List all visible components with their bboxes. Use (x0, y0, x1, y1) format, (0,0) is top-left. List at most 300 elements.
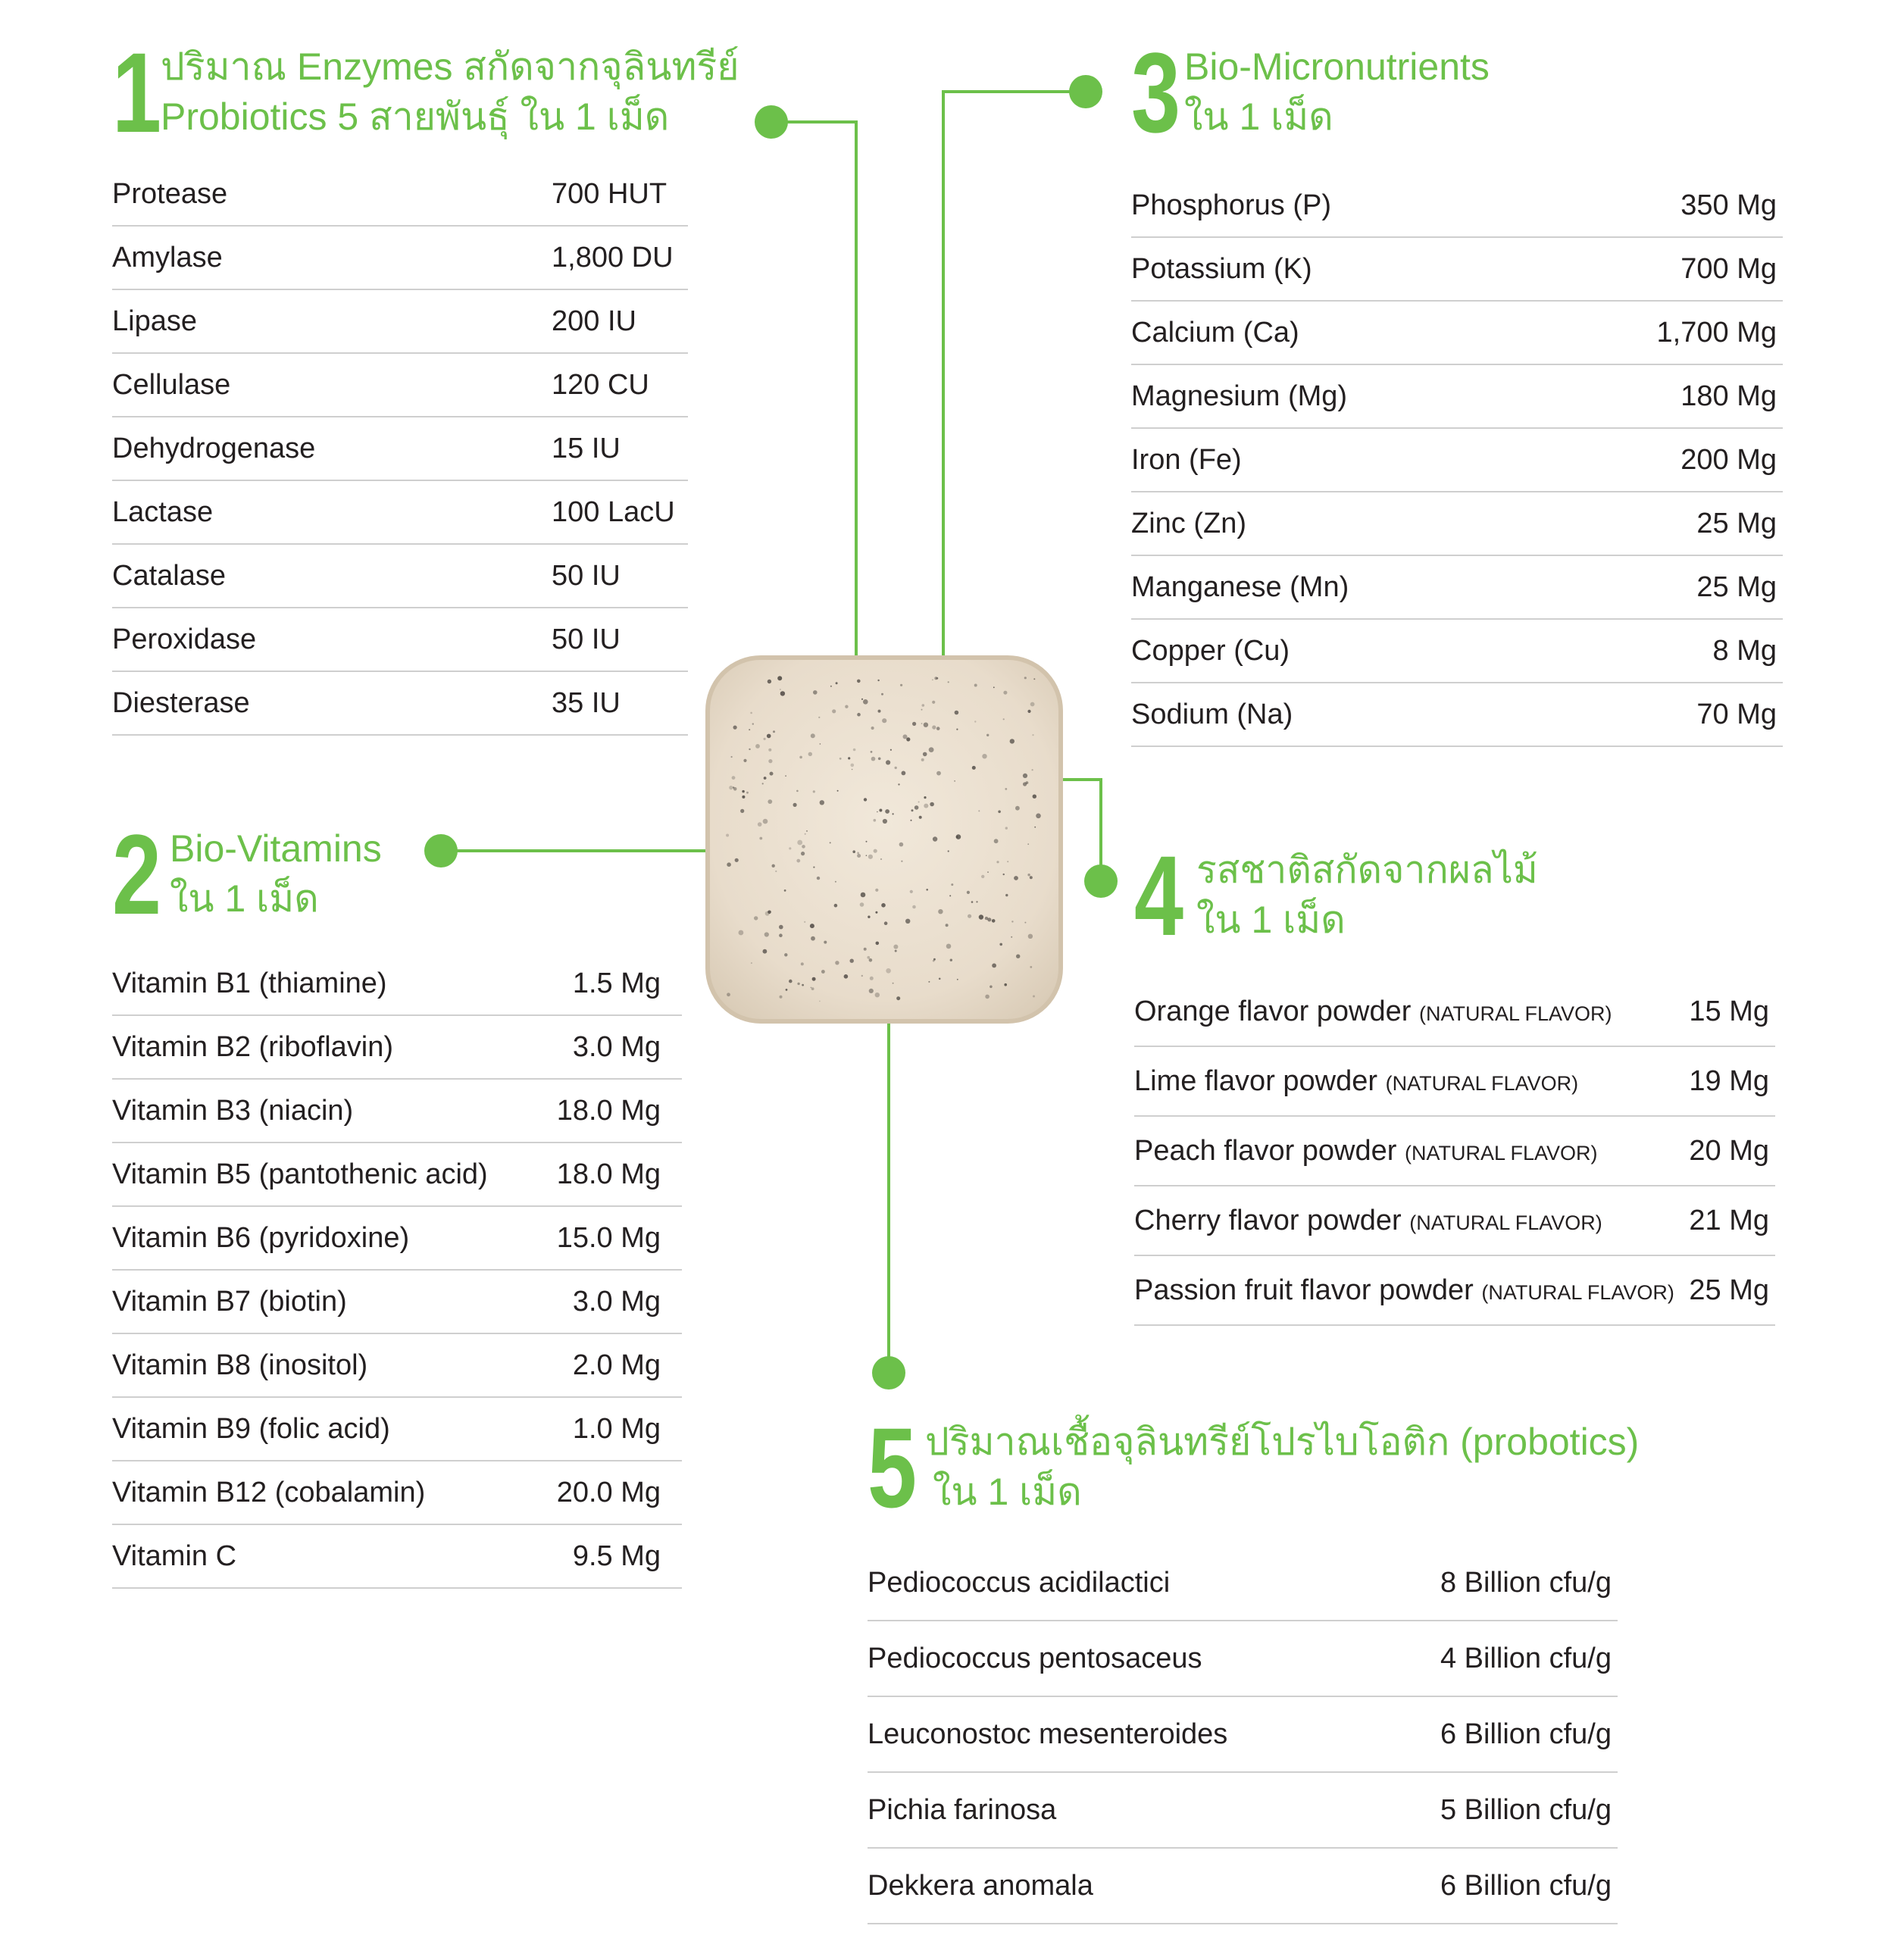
connector-3-line (943, 92, 1086, 691)
row-label-text: Vitamin B12 (cobalamin) (112, 1477, 426, 1508)
tablet-speckle (727, 862, 731, 867)
tablet-speckle (1007, 861, 1008, 862)
tablet-speckle (817, 877, 820, 880)
tablet-speckle (857, 680, 861, 683)
row-label-text: Calcium (Ca) (1131, 317, 1299, 349)
section-title (1196, 845, 1538, 945)
tablet-speckle (906, 737, 910, 741)
table-row (112, 1461, 682, 1525)
row-label-text: Diesterase (112, 687, 250, 719)
tablet-speckle (812, 977, 816, 981)
tablet-speckle (1032, 769, 1033, 771)
tablet-speckle (875, 993, 880, 997)
natural-flavor-note: (NATURAL FLAVOR) (1404, 1142, 1598, 1164)
row-label-text: Vitamin B9 (folic acid) (112, 1413, 390, 1445)
tablet-speckle (924, 804, 928, 808)
row-label-text: Cellulase (112, 369, 231, 401)
tablet-speckle (772, 864, 775, 867)
row-label (868, 1794, 1056, 1827)
tablet-speckle (864, 798, 867, 801)
table-row (1131, 174, 1783, 238)
tablet-speckle (784, 889, 786, 892)
tablet-speckle (739, 930, 744, 936)
tablet-speckle (789, 980, 793, 983)
natural-flavor-note: (NATURAL FLAVOR) (1481, 1281, 1674, 1304)
tablet-speckle (879, 809, 882, 812)
tablet-speckle (835, 961, 839, 964)
section-title-line2: ใน 1 เม็ด (1184, 95, 1333, 138)
tablet-speckle (869, 989, 874, 993)
tablet-speckle (763, 819, 768, 824)
row-value: 50 IU (552, 560, 621, 592)
tablet-speckle (780, 689, 781, 690)
tablet-speckle (985, 995, 990, 999)
tablet-speckle (902, 771, 906, 776)
tablet-speckle (896, 996, 900, 1000)
row-label-text: Pediococcus acidilactici (868, 1567, 1171, 1599)
row-value: 21 Mg (1689, 1205, 1769, 1236)
tablet-speckle (933, 836, 937, 841)
tablet-speckle (868, 916, 870, 918)
tablet-speckle (866, 855, 868, 856)
tablet-speckle (956, 834, 961, 839)
tablet-speckle (1010, 739, 1015, 743)
row-label (112, 1158, 488, 1191)
tablet-speckle (848, 757, 850, 759)
row-label (1131, 380, 1347, 413)
tablet-speckle (946, 944, 952, 949)
tablet-speckle (1003, 874, 1005, 875)
tablet-speckle (885, 809, 889, 814)
section-title-line1: Bio-Vitamins (170, 827, 382, 870)
tablet-speckle (777, 676, 782, 680)
row-value: 70 Mg (1696, 699, 1777, 730)
section-title-line1: ปริมาณเชื้อจุลินทรีย์โปรไบโอติก (probotics) (925, 1421, 1640, 1463)
tablet-speckle (857, 852, 859, 855)
row-label (112, 178, 227, 211)
row-label-text: Vitamin B8 (inositol) (112, 1349, 368, 1381)
tablet-speckle (768, 680, 771, 683)
natural-flavor-note: (NATURAL FLAVOR) (1409, 1211, 1602, 1234)
tablet-speckle (967, 891, 970, 894)
section-title-line1: รสชาติสกัดจากผลไม้ (1196, 849, 1538, 891)
connector-3-dot (1069, 75, 1102, 108)
row-label-text: Protease (112, 178, 228, 210)
table-row (868, 1697, 1618, 1773)
row-value: 35 IU (552, 687, 621, 719)
tablet-speckle (866, 841, 868, 842)
row-value: 120 CU (552, 369, 649, 401)
tablet-speckle (853, 749, 856, 752)
table-row (112, 1271, 682, 1334)
tablet-speckle (1027, 710, 1030, 713)
tablet-speckle (867, 956, 870, 959)
tablet-speckle (918, 802, 920, 803)
tablet-speckle (1023, 774, 1027, 778)
tablet-speckle (990, 986, 993, 989)
table-row (1131, 620, 1783, 683)
tablet-speckle (992, 919, 996, 923)
table-row (112, 1525, 682, 1589)
row-label (112, 1222, 409, 1255)
tablet-speckle (755, 744, 760, 749)
tablet-speckle (726, 834, 729, 837)
row-label (112, 624, 256, 656)
tablet-speckle (742, 796, 745, 799)
tablet-speckle (994, 839, 999, 843)
tablet-speckle (764, 738, 766, 740)
tablet-speckle (886, 968, 891, 974)
tablet-speckle (733, 726, 737, 730)
row-value: 180 Mg (1680, 380, 1777, 412)
tablet-speckle (735, 858, 739, 862)
tablet-speckle (926, 889, 928, 891)
tablet-speckle (749, 749, 750, 750)
row-value: 19 Mg (1689, 1065, 1769, 1097)
tablet-speckle (820, 800, 824, 805)
tablet-speckle (801, 852, 805, 855)
tablet-speckle (929, 747, 934, 752)
tablet-speckle (972, 766, 976, 770)
tablet-speckle (820, 743, 821, 745)
tablet-speckle (811, 936, 815, 941)
tablet-speckle (986, 734, 989, 736)
tablet-speckle (868, 855, 873, 859)
tablet-speckle (883, 819, 887, 824)
table-row (868, 1621, 1618, 1697)
tablet-speckle (912, 722, 916, 726)
tablet-speckle (956, 729, 958, 730)
tablet-speckle (1033, 678, 1035, 680)
row-label (1134, 1274, 1674, 1307)
tablet-speckle (884, 921, 888, 925)
tablet-speckle (819, 1001, 821, 1002)
row-label (868, 1643, 1202, 1675)
tablet-speckle (923, 752, 927, 757)
row-label-text: Cherry flavor powder (1134, 1205, 1402, 1236)
row-value: 50 IU (552, 624, 621, 655)
row-label (112, 1349, 367, 1382)
row-label (1131, 699, 1293, 731)
tablet-speckle (793, 803, 797, 807)
tablet-speckle (860, 902, 864, 907)
section-vitamins (112, 811, 682, 1572)
section-enzymes (112, 29, 739, 719)
row-value: 8 Mg (1712, 635, 1777, 667)
tablet-speckle (992, 964, 996, 968)
row-value: 3.0 Mg (572, 1031, 661, 1063)
tablet-speckle (752, 723, 754, 724)
tablet-speckle (750, 712, 752, 714)
tablet-speckle (797, 983, 799, 985)
tablet-speckle (808, 752, 812, 756)
tablet-speckle (974, 684, 977, 687)
tablet-speckle (955, 711, 959, 715)
table-row (112, 672, 688, 736)
tablet-speckle (799, 756, 802, 759)
row-label (1134, 1135, 1598, 1168)
section-title (161, 42, 739, 142)
tablet-speckle (768, 749, 771, 752)
table-row (1131, 683, 1783, 747)
tablet-speckle (811, 987, 812, 989)
table-row (112, 1207, 682, 1271)
section-title-line2: ใน 1 เม็ด (170, 877, 319, 920)
section-title (1184, 42, 1490, 142)
row-label (868, 1567, 1170, 1599)
tablet-speckle (898, 783, 899, 785)
row-label-text: Copper (Cu) (1131, 635, 1290, 667)
row-label (868, 1870, 1093, 1902)
tablet-speckle (922, 704, 925, 707)
row-label (1134, 1205, 1602, 1237)
tablet-speckle (878, 758, 881, 761)
table-row (112, 1016, 682, 1080)
tablet-speckle (850, 959, 854, 963)
tablet-speckle (999, 943, 1002, 946)
connector-5-dot (872, 1356, 905, 1390)
tablet-speckle (933, 960, 935, 962)
tablet-speckle (785, 775, 786, 777)
table-row (1134, 1047, 1775, 1117)
row-label (112, 1095, 353, 1127)
table-row (1131, 492, 1783, 556)
connector-4-dot (1084, 864, 1118, 898)
row-value: 700 Mg (1680, 253, 1777, 285)
tablet-speckle (1005, 788, 1007, 790)
tablet-speckle (861, 975, 863, 977)
row-label (1131, 571, 1349, 604)
tablet-speckle (946, 924, 949, 927)
tablet-speckle (1014, 876, 1018, 880)
tablet-speckle (875, 911, 877, 914)
tablet-speckle (830, 686, 832, 687)
table-row (1131, 429, 1783, 492)
tablet-speckle (1030, 876, 1033, 879)
row-label-text: Magnesium (Mg) (1131, 380, 1348, 412)
tablet-speckle (1024, 677, 1027, 679)
tablet-speckle (930, 802, 934, 807)
row-label (112, 967, 387, 1000)
tablet-speckle (1027, 874, 1030, 876)
tablet-speckle (1003, 691, 1007, 695)
tablet-speckle (786, 989, 788, 991)
tablet-speckle (1027, 843, 1029, 845)
tablet-speckle (851, 764, 855, 767)
tablet-speckle (871, 751, 873, 753)
tablet-speckle (876, 942, 880, 946)
tablet-speckle (821, 970, 825, 974)
tablet-speckle (921, 758, 924, 761)
table-row (112, 290, 688, 354)
row-label (112, 1540, 236, 1573)
tablet-speckle (731, 756, 733, 758)
row-value: 6 Billion cfu/g (1440, 1718, 1612, 1750)
tablet-speckle (914, 805, 919, 810)
row-value: 350 Mg (1680, 189, 1777, 221)
row-label-text: Lime flavor powder (1134, 1065, 1378, 1097)
table-row (1131, 238, 1783, 302)
row-value: 15 IU (552, 433, 621, 464)
tablet-speckle (996, 861, 999, 863)
row-label-text: Vitamin B6 (pyridoxine) (112, 1222, 410, 1254)
row-label-text: Sodium (Na) (1131, 699, 1293, 730)
row-value: 1,800 DU (552, 242, 674, 274)
tablet-speckle (852, 769, 853, 771)
tablet-speckle (893, 945, 898, 949)
row-value: 25 Mg (1689, 1274, 1769, 1306)
row-label (112, 1286, 347, 1318)
table-row (112, 163, 688, 227)
tablet-speckle (743, 759, 746, 762)
tablet-speckle (857, 713, 861, 717)
tablet-speckle (877, 811, 878, 813)
tablet-speckle (804, 921, 805, 923)
tablet-speckle (1011, 921, 1013, 922)
row-label (1131, 253, 1312, 286)
tablet-speckle (901, 861, 902, 862)
tablet-speckle (1030, 966, 1032, 968)
table-row (1131, 556, 1783, 620)
tablet-speckle (796, 790, 799, 792)
tablet-speckle (852, 850, 855, 853)
tablet-speckle (811, 987, 814, 990)
tablet-speckle (921, 723, 923, 724)
tablet-speckle (845, 705, 848, 708)
tablet-speckle (878, 710, 881, 713)
tablet-speckle (893, 983, 894, 984)
tablet-speckle (810, 924, 814, 928)
row-label-text: Vitamin B3 (niacin) (112, 1095, 354, 1127)
enzymes-table (112, 163, 688, 736)
table-row (868, 1849, 1618, 1924)
row-label-text: Potassium (K) (1131, 253, 1312, 285)
tablet-speckle (740, 809, 744, 813)
tablet-speckle (742, 790, 744, 792)
row-label-text: Vitamin B7 (biotin) (112, 1286, 347, 1318)
tablet-speckle (936, 771, 941, 776)
tablet-speckle (869, 958, 873, 962)
tablet-speckle (1005, 827, 1008, 829)
tablet-speckle (932, 680, 933, 681)
tablet-speckle (886, 760, 890, 764)
tablet-speckle (861, 699, 863, 700)
tablet-speckle (974, 721, 976, 722)
tablet-speckle (870, 977, 874, 980)
flavors-table (1134, 977, 1775, 1326)
row-value: 25 Mg (1696, 508, 1777, 539)
tablet-speckle (805, 833, 806, 835)
tablet-speckle (1036, 814, 1041, 819)
tablet-speckle (895, 767, 897, 769)
row-label-text: Zinc (Zn) (1131, 508, 1246, 539)
tablet-speckle (835, 881, 836, 883)
row-value: 200 Mg (1680, 444, 1777, 476)
section-number: 5 (868, 1404, 914, 1531)
tablet-speckle (732, 776, 736, 780)
section-number: 3 (1131, 29, 1177, 156)
tablet-speckle (921, 709, 923, 711)
tablet-speckle (987, 917, 991, 921)
tablet-speckle (979, 914, 983, 919)
tablet-speckle (861, 892, 866, 898)
row-label-text: Passion fruit flavor powder (1134, 1274, 1474, 1306)
tablet-speckle (779, 925, 783, 930)
natural-flavor-note: (NATURAL FLAVOR) (1418, 1002, 1612, 1025)
row-label (112, 1031, 393, 1064)
row-label (1134, 1065, 1578, 1098)
table-row (1131, 365, 1783, 429)
tablet-speckle (767, 734, 771, 739)
row-label-text: Amylase (112, 242, 223, 274)
tablet-speckle (768, 759, 772, 763)
tablet-speckle (1016, 955, 1020, 958)
row-label-text: Lipase (112, 305, 197, 337)
row-value: 9.5 Mg (572, 1540, 661, 1572)
connector-1-line (771, 122, 856, 689)
tablet-speckle (1033, 795, 1036, 799)
micronutrients-table (1131, 174, 1783, 747)
table-row (1134, 1117, 1775, 1186)
tablet-speckle (981, 875, 984, 878)
tablet-speckle (749, 729, 750, 730)
tablet-speckle (758, 822, 762, 827)
tablet-speckle (762, 783, 764, 784)
table-row (112, 417, 688, 481)
tablet-speckle (836, 682, 838, 684)
tablet-speckle (779, 933, 783, 937)
tablet-speckle (1028, 934, 1033, 939)
row-value: 6 Billion cfu/g (1440, 1870, 1612, 1902)
tablet-speckle (844, 974, 849, 979)
section-micronutrients (1131, 29, 1783, 730)
tablet-speckle (1005, 894, 1008, 896)
section-title (925, 1417, 1639, 1517)
tablet-speckle (874, 819, 877, 822)
row-value: 2.0 Mg (572, 1349, 661, 1381)
tablet-speckle (775, 871, 777, 872)
tablet-speckle (911, 820, 912, 821)
table-row (112, 227, 688, 290)
tablet-speckle (987, 871, 989, 873)
row-label-text: Dehydrogenase (112, 433, 316, 464)
tablet-speckle (949, 895, 951, 896)
tablet-speckle (751, 962, 752, 964)
tablet-speckle (1011, 936, 1012, 938)
tablet-speckle (824, 941, 827, 944)
tablet-speckle (789, 847, 791, 849)
tablet-speckle (764, 932, 769, 936)
row-label-text: Vitamin B2 (riboflavin) (112, 1031, 394, 1063)
tablet-speckle (899, 842, 904, 847)
table-row (112, 1080, 682, 1143)
tablet-speckle (754, 916, 758, 920)
tablet-speckle (813, 867, 814, 868)
tablet-speckle (890, 749, 892, 751)
row-value: 20.0 Mg (556, 1477, 661, 1508)
row-value: 5 Billion cfu/g (1440, 1794, 1612, 1826)
section-title-line1: ปริมาณ Enzymes สกัดจากจุลินทรีย์ (161, 45, 739, 88)
table-row (112, 608, 688, 672)
row-value: 8 Billion cfu/g (1440, 1567, 1612, 1599)
row-value: 1,700 Mg (1656, 317, 1777, 349)
row-label-text: Leuconostoc mesenteroides (868, 1718, 1228, 1750)
row-value: 15 Mg (1689, 996, 1769, 1027)
row-label (112, 560, 226, 592)
section-number: 1 (112, 29, 158, 156)
row-label-text: Dekkera anomala (868, 1870, 1093, 1902)
tablet-speckle (951, 883, 953, 886)
